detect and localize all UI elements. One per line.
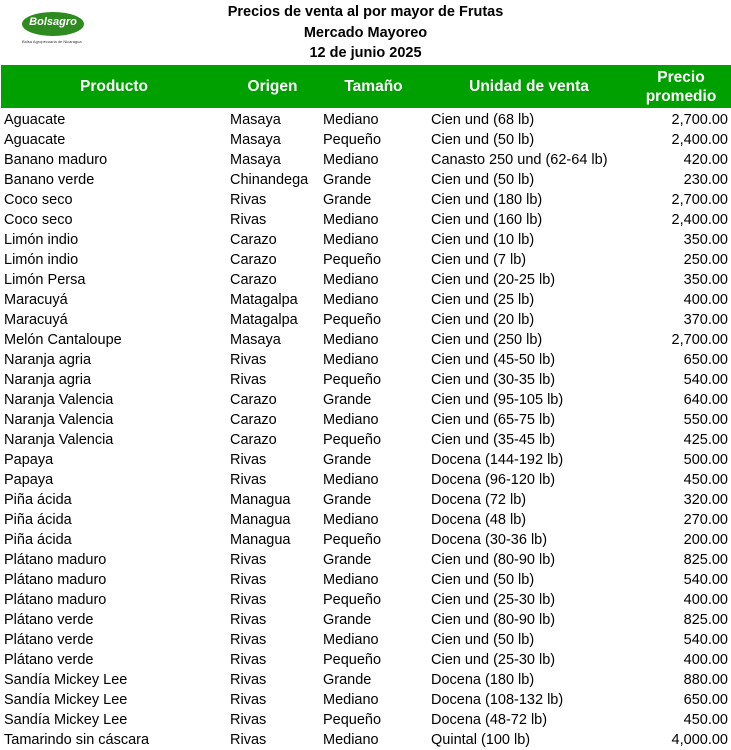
cell-origen: Rivas xyxy=(230,552,267,568)
cell-producto: Limón Persa xyxy=(4,272,86,288)
cell-unidad: Cien und (10 lb) xyxy=(431,232,535,248)
cell-precio: 320.00 xyxy=(683,492,728,508)
cell-tamano: Grande xyxy=(323,172,372,188)
cell-precio: 420.00 xyxy=(683,152,728,168)
cell-unidad: Docena (144-192 lb) xyxy=(431,452,564,468)
title-line-3: 12 de junio 2025 xyxy=(309,45,422,61)
cell-producto: Sandía Mickey Lee xyxy=(4,672,128,688)
table-row xyxy=(0,350,731,370)
cell-tamano: Mediano xyxy=(323,332,379,348)
cell-origen: Rivas xyxy=(230,612,267,628)
cell-unidad: Cien und (25-30 lb) xyxy=(431,652,556,668)
cell-precio: 270.00 xyxy=(683,512,728,528)
cell-unidad: Docena (108-132 lb) xyxy=(431,692,564,708)
cell-origen: Masaya xyxy=(230,152,281,168)
cell-origen: Rivas xyxy=(230,472,267,488)
table-row xyxy=(0,230,731,250)
table-row xyxy=(0,190,731,210)
cell-precio: 400.00 xyxy=(683,292,728,308)
cell-origen: Rivas xyxy=(230,632,267,648)
cell-precio: 825.00 xyxy=(683,612,728,628)
cell-origen: Carazo xyxy=(230,232,277,248)
table-row xyxy=(0,730,731,750)
cell-tamano: Mediano xyxy=(323,692,379,708)
cell-precio: 400.00 xyxy=(683,592,728,608)
cell-producto: Sandía Mickey Lee xyxy=(4,692,128,708)
cell-producto: Limón indio xyxy=(4,232,79,248)
report-title xyxy=(0,2,731,64)
cell-origen: Rivas xyxy=(230,652,267,668)
header-unidad: Unidad de venta xyxy=(469,78,589,95)
cell-unidad: Canasto 250 und (62-64 lb) xyxy=(431,152,608,168)
cell-unidad: Cien und (25 lb) xyxy=(431,292,535,308)
cell-unidad: Cien und (20 lb) xyxy=(431,312,535,328)
table-row xyxy=(0,110,731,130)
cell-precio: 4,000.00 xyxy=(671,732,728,748)
cell-tamano: Pequeño xyxy=(323,312,382,328)
cell-origen: Rivas xyxy=(230,592,267,608)
cell-precio: 880.00 xyxy=(683,672,728,688)
cell-unidad: Docena (48 lb) xyxy=(431,512,527,528)
table-body xyxy=(0,110,731,750)
cell-precio: 540.00 xyxy=(683,372,728,388)
cell-precio: 2,700.00 xyxy=(671,192,728,208)
cell-tamano: Pequeño xyxy=(323,372,382,388)
cell-precio: 350.00 xyxy=(683,272,728,288)
cell-origen: Carazo xyxy=(230,272,277,288)
cell-tamano: Mediano xyxy=(323,352,379,368)
logo-name: Bolsagro xyxy=(29,16,77,28)
cell-unidad: Cien und (50 lb) xyxy=(431,172,535,188)
cell-unidad: Docena (30-36 lb) xyxy=(431,532,548,548)
cell-unidad: Cien und (7 lb) xyxy=(431,252,527,268)
cell-tamano: Grande xyxy=(323,552,372,568)
cell-unidad: Cien und (45-50 lb) xyxy=(431,352,556,368)
cell-precio: 2,400.00 xyxy=(671,212,728,228)
cell-tamano: Pequeño xyxy=(323,712,382,728)
cell-unidad: Docena (72 lb) xyxy=(431,492,527,508)
table-row xyxy=(0,370,731,390)
cell-producto: Naranja Valencia xyxy=(4,412,114,428)
cell-producto: Plátano verde xyxy=(4,652,94,668)
cell-tamano: Grande xyxy=(323,612,372,628)
cell-tamano: Pequeño xyxy=(323,432,382,448)
table-row xyxy=(0,570,731,590)
cell-producto: Plátano maduro xyxy=(4,552,107,568)
cell-producto: Aguacate xyxy=(4,132,66,148)
cell-producto: Plátano maduro xyxy=(4,592,107,608)
table-row xyxy=(0,270,731,290)
table-row xyxy=(0,250,731,270)
cell-precio: 540.00 xyxy=(683,572,728,588)
cell-origen: Rivas xyxy=(230,212,267,228)
cell-origen: Carazo xyxy=(230,252,277,268)
table-row xyxy=(0,310,731,330)
table-row xyxy=(0,130,731,150)
cell-producto: Piña ácida xyxy=(4,532,72,548)
cell-tamano: Pequeño xyxy=(323,592,382,608)
cell-tamano: Mediano xyxy=(323,212,379,228)
cell-origen: Masaya xyxy=(230,132,281,148)
cell-unidad: Cien und (68 lb) xyxy=(431,112,535,128)
table-row xyxy=(0,510,731,530)
cell-unidad: Cien und (250 lb) xyxy=(431,332,543,348)
cell-origen: Carazo xyxy=(230,432,277,448)
cell-precio: 370.00 xyxy=(683,312,728,328)
cell-unidad: Cien und (65-75 lb) xyxy=(431,412,556,428)
cell-precio: 540.00 xyxy=(683,632,728,648)
cell-origen: Managua xyxy=(230,512,291,528)
header-producto: Producto xyxy=(79,78,149,95)
cell-unidad: Cien und (20-25 lb) xyxy=(431,272,556,288)
table-row xyxy=(0,430,731,450)
table-row xyxy=(0,710,731,730)
table-row xyxy=(0,390,731,410)
cell-origen: Rivas xyxy=(230,672,267,688)
table-row xyxy=(0,150,731,170)
cell-tamano: Mediano xyxy=(323,292,379,308)
cell-origen: Rivas xyxy=(230,692,267,708)
cell-tamano: Pequeño xyxy=(323,652,382,668)
cell-unidad: Cien und (50 lb) xyxy=(431,632,535,648)
cell-precio: 400.00 xyxy=(683,652,728,668)
table-row xyxy=(0,550,731,570)
cell-precio: 425.00 xyxy=(683,432,728,448)
cell-producto: Coco seco xyxy=(4,212,73,228)
cell-producto: Melón Cantaloupe xyxy=(4,332,122,348)
cell-unidad: Cien und (80-90 lb) xyxy=(431,612,556,628)
cell-tamano: Grande xyxy=(323,672,372,688)
cell-unidad: Cien und (35-45 lb) xyxy=(431,432,556,448)
header-precio-line2: promedio xyxy=(645,88,717,105)
cell-unidad: Cien und (160 lb) xyxy=(431,212,543,228)
cell-unidad: Cien und (30-35 lb) xyxy=(431,372,556,388)
header-precio-line1: Precio xyxy=(657,69,705,86)
cell-precio: 550.00 xyxy=(683,412,728,428)
cell-tamano: Mediano xyxy=(323,232,379,248)
cell-producto: Papaya xyxy=(4,472,54,488)
cell-precio: 640.00 xyxy=(683,392,728,408)
cell-producto: Limón indio xyxy=(4,252,79,268)
cell-tamano: Pequeño xyxy=(323,252,382,268)
cell-origen: Rivas xyxy=(230,192,267,208)
cell-producto: Plátano maduro xyxy=(4,572,107,588)
table-row xyxy=(0,690,731,710)
cell-producto: Naranja Valencia xyxy=(4,392,114,408)
cell-precio: 825.00 xyxy=(683,552,728,568)
cell-tamano: Mediano xyxy=(323,472,379,488)
cell-origen: Matagalpa xyxy=(230,312,298,328)
cell-precio: 650.00 xyxy=(683,692,728,708)
cell-tamano: Mediano xyxy=(323,112,379,128)
cell-unidad: Docena (48-72 lb) xyxy=(431,712,548,728)
table-row xyxy=(0,530,731,550)
cell-tamano: Pequeño xyxy=(323,132,382,148)
cell-precio: 230.00 xyxy=(683,172,728,188)
cell-unidad: Cien und (95-105 lb) xyxy=(431,392,564,408)
table-row xyxy=(0,170,731,190)
table-row xyxy=(0,490,731,510)
table-row xyxy=(0,670,731,690)
cell-producto: Piña ácida xyxy=(4,492,72,508)
cell-tamano: Grande xyxy=(323,492,372,508)
table-row xyxy=(0,210,731,230)
table-row xyxy=(0,470,731,490)
cell-producto: Plátano verde xyxy=(4,612,94,628)
cell-producto: Papaya xyxy=(4,452,54,468)
cell-origen: Rivas xyxy=(230,452,267,468)
title-line-2: Mercado Mayoreo xyxy=(303,24,428,41)
cell-precio: 2,700.00 xyxy=(671,112,728,128)
cell-tamano: Mediano xyxy=(323,512,379,528)
table-header xyxy=(1,65,731,108)
cell-producto: Tamarindo sin cáscara xyxy=(4,732,150,748)
header-tamano: Tamaño xyxy=(344,78,403,95)
cell-producto: Piña ácida xyxy=(4,512,72,528)
title-line-1: Precios de venta al por mayor de Frutas xyxy=(227,4,504,20)
cell-precio: 650.00 xyxy=(683,352,728,368)
header-origen: Origen xyxy=(247,78,298,95)
cell-producto: Naranja agria xyxy=(4,372,92,388)
table-row xyxy=(0,610,731,630)
cell-origen: Managua xyxy=(230,532,291,548)
cell-unidad: Docena (180 lb) xyxy=(431,672,535,688)
cell-origen: Chinandega xyxy=(230,172,309,188)
cell-precio: 450.00 xyxy=(683,712,728,728)
cell-origen: Rivas xyxy=(230,572,267,588)
table-row xyxy=(0,330,731,350)
cell-origen: Rivas xyxy=(230,712,267,728)
cell-precio: 200.00 xyxy=(683,532,728,548)
cell-producto: Naranja agria xyxy=(4,352,92,368)
cell-unidad: Cien und (50 lb) xyxy=(431,132,535,148)
cell-tamano: Mediano xyxy=(323,632,379,648)
cell-origen: Masaya xyxy=(230,112,281,128)
cell-unidad: Docena (96-120 lb) xyxy=(431,472,556,488)
cell-tamano: Mediano xyxy=(323,412,379,428)
logo-tagline: Bolsa Agropecuaria de Nicaragua xyxy=(22,39,82,44)
table-row xyxy=(0,290,731,310)
header-precio xyxy=(629,65,731,108)
table-row xyxy=(0,630,731,650)
cell-tamano: Mediano xyxy=(323,572,379,588)
cell-producto: Coco seco xyxy=(4,192,73,208)
cell-unidad: Cien und (80-90 lb) xyxy=(431,552,556,568)
cell-unidad: Cien und (25-30 lb) xyxy=(431,592,556,608)
cell-tamano: Grande xyxy=(323,452,372,468)
cell-precio: 250.00 xyxy=(683,252,728,268)
cell-precio: 2,700.00 xyxy=(671,332,728,348)
cell-producto: Naranja Valencia xyxy=(4,432,114,448)
cell-tamano: Mediano xyxy=(323,152,379,168)
cell-precio: 500.00 xyxy=(683,452,728,468)
cell-precio: 2,400.00 xyxy=(671,132,728,148)
cell-producto: Sandía Mickey Lee xyxy=(4,712,128,728)
cell-precio: 450.00 xyxy=(683,472,728,488)
cell-origen: Rivas xyxy=(230,352,267,368)
cell-origen: Rivas xyxy=(230,732,267,748)
cell-tamano: Mediano xyxy=(323,732,379,748)
cell-origen: Matagalpa xyxy=(230,292,298,308)
cell-producto: Plátano verde xyxy=(4,632,94,648)
cell-tamano: Pequeño xyxy=(323,532,382,548)
cell-producto: Aguacate xyxy=(4,112,66,128)
cell-unidad: Cien und (180 lb) xyxy=(431,192,543,208)
cell-origen: Carazo xyxy=(230,392,277,408)
table-row xyxy=(0,590,731,610)
cell-origen: Carazo xyxy=(230,412,277,428)
table-row xyxy=(0,650,731,670)
cell-producto: Banano verde xyxy=(4,172,95,188)
cell-precio: 350.00 xyxy=(683,232,728,248)
cell-tamano: Mediano xyxy=(323,272,379,288)
cell-origen: Masaya xyxy=(230,332,281,348)
cell-origen: Rivas xyxy=(230,372,267,388)
cell-tamano: Grande xyxy=(323,392,372,408)
cell-unidad: Cien und (50 lb) xyxy=(431,572,535,588)
cell-producto: Maracuyá xyxy=(4,312,68,328)
table-row xyxy=(0,410,731,430)
cell-tamano: Grande xyxy=(323,192,372,208)
cell-producto: Banano maduro xyxy=(4,152,108,168)
cell-origen: Managua xyxy=(230,492,291,508)
cell-unidad: Quintal (100 lb) xyxy=(431,732,531,748)
cell-producto: Maracuyá xyxy=(4,292,68,308)
table-row xyxy=(0,450,731,470)
